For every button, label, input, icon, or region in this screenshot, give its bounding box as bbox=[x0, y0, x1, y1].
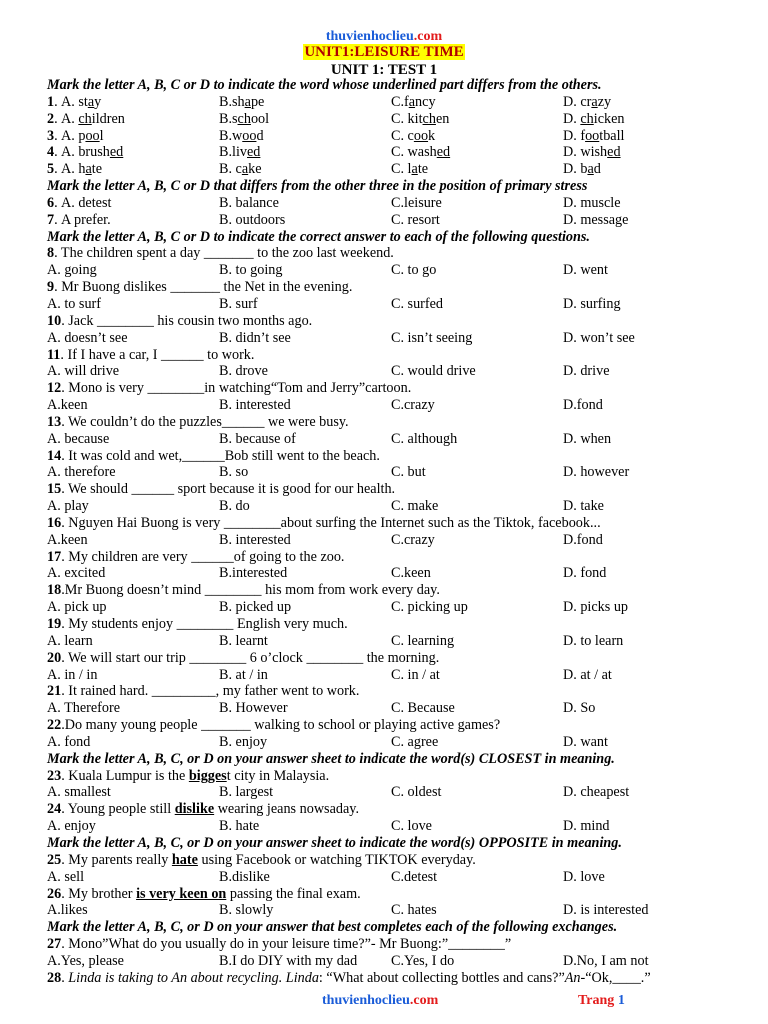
underlined-word: bigges bbox=[188, 767, 227, 784]
question-number: 5. bbox=[47, 161, 58, 178]
answer-option: A. therefore bbox=[47, 464, 116, 481]
site-domain: .com bbox=[413, 29, 443, 44]
answer-option: D. take bbox=[563, 498, 604, 515]
answer-option: D.fond bbox=[563, 531, 603, 548]
answer-option: D.No, I am not bbox=[563, 952, 649, 969]
answer-option: A. Therefore bbox=[47, 700, 121, 717]
answer-option: B.I do DIY with my dad bbox=[219, 952, 358, 969]
answer-option: A. because bbox=[47, 430, 110, 447]
question: 9. Mr Buong dislikes _______ the Net in the evening. bbox=[47, 279, 353, 296]
instruction: Mark the letter A, B, C or D to indicate the word whose underlined part differs from the others. bbox=[47, 77, 602, 93]
question-number: 26 bbox=[47, 885, 62, 902]
question: 25. My parents really hate using Facebook or watching TIKTOK everyday. bbox=[47, 851, 476, 868]
answer-option: C. late bbox=[391, 161, 429, 178]
question-number: 17 bbox=[47, 548, 62, 565]
answer-option: C. picking up bbox=[391, 599, 468, 616]
answer-option: A. hate bbox=[61, 161, 102, 178]
page-num: 1 bbox=[617, 993, 625, 1008]
options-row bbox=[47, 464, 727, 481]
answer-option: C. although bbox=[391, 430, 458, 447]
question: 14. It was cold and wet,______Bob still went to the beach. bbox=[47, 447, 380, 464]
question-number: 8 bbox=[47, 245, 55, 262]
underlined-letters: a bbox=[587, 161, 594, 178]
answer-option: A. pool bbox=[61, 127, 104, 144]
instruction: Mark the letter A, B, C, or D on your answer sheet to indicate the word(s) CLOSEST in meaning. bbox=[47, 750, 615, 767]
question: 20. We will start our trip ________ 6 o’clock ________ the morning. bbox=[47, 649, 440, 666]
answer-option: B. because of bbox=[219, 430, 296, 447]
answer-option: A. doesn’t see bbox=[47, 329, 128, 346]
options-row bbox=[47, 818, 727, 835]
footer-site-name: thuvienhoclieu bbox=[322, 993, 410, 1008]
underlined-word: is very keen on bbox=[136, 885, 227, 902]
options-row bbox=[47, 565, 727, 582]
answer-option: C.leisure bbox=[391, 194, 442, 211]
underlined-letters: a bbox=[85, 161, 92, 178]
answer-option: B. cake bbox=[219, 161, 262, 178]
answer-option: A.keen bbox=[47, 531, 88, 548]
question-number: 12 bbox=[47, 380, 62, 397]
question-number: 6. bbox=[47, 194, 58, 211]
answer-option: C. isn’t seeing bbox=[391, 329, 473, 346]
question: 24. Young people still dislike wearing jeans nowsaday. bbox=[47, 801, 359, 818]
answer-option: A. pick up bbox=[47, 599, 107, 616]
answer-option: D. message bbox=[563, 211, 629, 228]
question: 27. Mono”What do you usually do in your leisure time?”- Mr Buong:”________” bbox=[47, 936, 512, 953]
question-number: 24 bbox=[47, 801, 62, 818]
answer-option: C. agree bbox=[391, 733, 439, 750]
answer-option: B. largest bbox=[219, 784, 274, 801]
answer-option: D. muscle bbox=[563, 194, 621, 211]
unit-title bbox=[0, 44, 768, 61]
answer-option: B. didn’t see bbox=[219, 329, 291, 346]
answer-option: D. mind bbox=[563, 818, 610, 835]
instruction: Mark the letter A, B, C, or D on your answer sheet to indicate the word(s) OPPOSITE in meaning. bbox=[47, 834, 622, 851]
question-number: 18 bbox=[47, 582, 62, 599]
answer-option: B.wood bbox=[219, 127, 264, 144]
underlined-letters: ch bbox=[422, 110, 436, 127]
options-row bbox=[47, 262, 727, 279]
answer-option: B. interested bbox=[219, 531, 291, 548]
answer-option: B. drove bbox=[219, 363, 268, 380]
answer-option: A. play bbox=[47, 498, 89, 515]
page-number bbox=[578, 993, 625, 1009]
answer-option: B. to going bbox=[219, 262, 283, 279]
options-row bbox=[47, 498, 727, 515]
question: 15. We should ______ sport because it is good for our health. bbox=[47, 481, 396, 498]
answer-option: C. Because bbox=[391, 700, 455, 717]
underlined-letters: a bbox=[244, 93, 251, 110]
options-row bbox=[47, 195, 727, 212]
question-number: 27 bbox=[47, 936, 62, 953]
answer-option: A.Yes, please bbox=[47, 952, 124, 969]
answer-option: B.dislike bbox=[219, 868, 270, 885]
answer-option: D. to learn bbox=[563, 632, 624, 649]
options-row bbox=[47, 128, 727, 145]
answer-option: D. however bbox=[563, 464, 630, 481]
answer-option: A. learn bbox=[47, 632, 93, 649]
answer-option: D. love bbox=[563, 868, 605, 885]
answer-option: A. going bbox=[47, 262, 97, 279]
answer-option: D. So bbox=[563, 700, 596, 717]
answer-option: A. to surf bbox=[47, 295, 101, 312]
instruction: Mark the letter A, B, C, or D on your answer that best completes each of the following exchanges. bbox=[47, 919, 618, 936]
question-number-text: 2 bbox=[47, 110, 55, 127]
answer-option: C.Yes, I do bbox=[391, 952, 455, 969]
answer-option: C. learning bbox=[391, 632, 455, 649]
question: 10. Jack ________ his cousin two months ago. bbox=[47, 312, 313, 329]
answer-option: B. outdoors bbox=[219, 211, 286, 228]
test-title: UNIT 1: TEST 1 bbox=[330, 62, 438, 78]
instruction: Mark the letter A, B, C or D to indicate the correct answer to each of the following questions. bbox=[47, 228, 590, 245]
answer-option: A. stay bbox=[61, 93, 102, 110]
question: 11. If I have a car, I ______ to work. bbox=[47, 346, 255, 363]
question: 19. My students enjoy ________ English very much. bbox=[47, 616, 348, 632]
answer-option: D. wished bbox=[563, 144, 621, 161]
answer-option: D. fond bbox=[563, 565, 607, 582]
question: 8. The children spent a day _______ to the zoo last weekend. bbox=[47, 245, 394, 262]
options-row bbox=[47, 397, 727, 414]
answer-option: D. picks up bbox=[563, 599, 629, 616]
answer-option: D. went bbox=[563, 262, 608, 279]
answer-option: A. excited bbox=[47, 565, 106, 582]
question-number: 11 bbox=[47, 346, 61, 363]
question: 13. We couldn’t do the puzzles______ we were busy. bbox=[47, 413, 349, 430]
answer-option: B. However bbox=[219, 700, 288, 717]
answer-option: B. hate bbox=[219, 818, 260, 835]
answer-option: B. balance bbox=[219, 194, 279, 211]
question-number: 1. bbox=[47, 93, 58, 110]
underlined-letters: ed bbox=[109, 144, 124, 161]
question: 26. My brother is very keen on passing the final exam. bbox=[47, 885, 361, 902]
underlined-word: dislike bbox=[174, 801, 215, 818]
question-number: 28 bbox=[47, 969, 62, 986]
answer-option: A. children bbox=[61, 110, 125, 127]
underlined-letters: ch bbox=[237, 110, 251, 127]
answer-option: C. would drive bbox=[391, 363, 476, 380]
question: 22.Do many young people _______ walking to school or playing active games? bbox=[47, 717, 501, 734]
answer-option: B. picked up bbox=[219, 599, 292, 616]
answer-option: D. when bbox=[563, 430, 612, 447]
answer-option: D. won’t see bbox=[563, 329, 635, 346]
situation-text: Linda is taking to An about recycling. Linda bbox=[68, 969, 319, 986]
answer-option: A. fond bbox=[47, 733, 91, 750]
answer-option: B. learnt bbox=[219, 632, 268, 649]
options-row bbox=[47, 212, 727, 229]
options-row bbox=[47, 330, 727, 347]
question-number-text: 7 bbox=[47, 211, 55, 228]
underlined-letters: a bbox=[411, 161, 418, 178]
site-header bbox=[0, 29, 768, 45]
answer-option: C.crazy bbox=[391, 397, 435, 414]
underlined-letters: oo bbox=[242, 127, 257, 144]
instruction: Mark the letter A, B, C or D that differs from the other three in the position of primary stress bbox=[47, 178, 588, 195]
unit-title-text: UNIT1:LEISURE TIME bbox=[304, 44, 464, 60]
underlined-letters: a bbox=[408, 93, 416, 110]
page-label: Trang bbox=[578, 993, 618, 1008]
underlined-letters: ch bbox=[580, 110, 594, 127]
question-number: 7. bbox=[47, 211, 58, 228]
answer-option: C. in / at bbox=[391, 666, 440, 683]
answer-option: D. crazy bbox=[563, 93, 612, 110]
question-number: 9 bbox=[47, 279, 55, 296]
page-footer bbox=[0, 993, 768, 1011]
answer-option: C. resort bbox=[391, 211, 440, 228]
question-number: 22 bbox=[47, 717, 62, 734]
question-number: 15 bbox=[47, 481, 62, 498]
underlined-letters: oo bbox=[413, 127, 429, 144]
options-row bbox=[47, 111, 727, 128]
answer-option: B.school bbox=[219, 110, 270, 127]
options-row bbox=[47, 734, 727, 751]
underlined-letters: ch bbox=[78, 110, 92, 127]
options-row bbox=[47, 902, 727, 919]
question: 21. It rained hard. _________, my father went to work. bbox=[47, 683, 360, 700]
answer-option: B. interested bbox=[219, 397, 291, 414]
question-number-text: 3 bbox=[47, 127, 55, 144]
answer-option: B.shape bbox=[219, 93, 265, 110]
question-number-text: 1 bbox=[47, 93, 55, 110]
question: 12. Mono is very ________in watching“Tom and Jerry”cartoon. bbox=[47, 380, 412, 397]
answer-option: B. at / in bbox=[219, 666, 268, 683]
underlined-letters: a bbox=[241, 161, 249, 178]
answer-option: C. make bbox=[391, 498, 439, 515]
answer-option: C.keen bbox=[391, 565, 431, 582]
answer-option: A.keen bbox=[47, 397, 88, 414]
options-row bbox=[47, 869, 727, 886]
answer-option: A. will drive bbox=[47, 363, 120, 380]
answer-option: C.fancy bbox=[391, 93, 436, 110]
answer-option: C. surfed bbox=[391, 295, 444, 312]
question-number: 13 bbox=[47, 413, 62, 430]
answer-option: B. do bbox=[219, 498, 250, 515]
options-row bbox=[47, 599, 727, 616]
question-number: 10 bbox=[47, 312, 62, 329]
options-row bbox=[47, 161, 727, 178]
answer-option: C. but bbox=[391, 464, 426, 481]
site-name: thuvienhoclieu bbox=[325, 29, 414, 44]
answer-option: D. want bbox=[563, 733, 608, 750]
underlined-letters: oo bbox=[585, 127, 600, 144]
answer-option: A. brushed bbox=[61, 144, 124, 161]
answer-option: D. chicken bbox=[563, 110, 625, 127]
question-number: 16 bbox=[47, 514, 62, 531]
answer-option: C.crazy bbox=[391, 531, 435, 548]
question: 18.Mr Buong doesn’t mind ________ his mom from work every day. bbox=[47, 582, 440, 599]
options-row bbox=[47, 532, 727, 549]
answer-option: B.lived bbox=[219, 144, 261, 161]
options-row bbox=[47, 633, 727, 650]
underlined-letters: ed bbox=[436, 144, 451, 161]
answer-option: C. to go bbox=[391, 262, 437, 279]
answer-option: B. surf bbox=[219, 295, 258, 312]
answer-option: D. at / at bbox=[563, 666, 612, 683]
answer-option: D. surfing bbox=[563, 295, 621, 312]
answer-option: D. football bbox=[563, 127, 625, 144]
question-number: 23 bbox=[47, 767, 62, 784]
answer-option: C. cook bbox=[391, 127, 436, 144]
answer-option: A.likes bbox=[47, 902, 88, 919]
underlined-letters: ed bbox=[247, 144, 261, 161]
options-row bbox=[47, 700, 727, 717]
question-number: 3. bbox=[47, 127, 58, 144]
question-number: 2. bbox=[47, 110, 58, 127]
question-number-text: 4 bbox=[47, 144, 55, 161]
question-number-text: 5 bbox=[47, 161, 55, 178]
options-row bbox=[47, 784, 727, 801]
underlined-letters: ed bbox=[607, 144, 621, 161]
question: 17. My children are very ______of going to the zoo. bbox=[47, 548, 345, 565]
answer-option: D. is interested bbox=[563, 902, 649, 919]
options-row bbox=[47, 296, 727, 313]
question: 28. Linda is taking to An about recycling. Linda: “What about collecting bottles and cans?”An-“Ok,____.” bbox=[47, 969, 651, 986]
underlined-letters: a bbox=[591, 93, 598, 110]
answer-option: C.detest bbox=[391, 868, 438, 885]
answer-option: D. cheapest bbox=[563, 784, 630, 801]
answer-option: A. detest bbox=[61, 194, 112, 211]
question-number: 4. bbox=[47, 144, 58, 161]
answer-option: C. washed bbox=[391, 144, 451, 161]
question-number: 25 bbox=[47, 851, 62, 868]
question-number: 14 bbox=[47, 447, 62, 464]
answer-option: A prefer. bbox=[61, 211, 111, 228]
underlined-letters: oo bbox=[85, 127, 100, 144]
options-row bbox=[47, 144, 727, 161]
answer-option: A. in / in bbox=[47, 666, 98, 683]
answer-option: B. slowly bbox=[219, 902, 274, 919]
answer-option: A. sell bbox=[47, 868, 85, 885]
answer-option: A. enjoy bbox=[47, 818, 96, 835]
underlined-letters: a bbox=[87, 93, 95, 110]
options-row bbox=[47, 431, 727, 448]
answer-option: C. oldest bbox=[391, 784, 442, 801]
answer-option: D.fond bbox=[563, 397, 603, 414]
question-number: 19 bbox=[47, 616, 62, 632]
question-number: 20 bbox=[47, 649, 62, 666]
answer-option: B. so bbox=[219, 464, 249, 481]
answer-option: C. hates bbox=[391, 902, 437, 919]
answer-option: D. bad bbox=[563, 161, 601, 178]
speaker-name: An bbox=[564, 969, 581, 986]
options-row bbox=[47, 667, 727, 684]
options-row bbox=[47, 363, 727, 380]
options-row bbox=[47, 94, 727, 111]
answer-option: D. drive bbox=[563, 363, 610, 380]
underlined-word: hate bbox=[171, 851, 198, 868]
question-number-text: 6 bbox=[47, 194, 55, 211]
footer-site-domain: .com bbox=[409, 993, 439, 1008]
question-number: 21 bbox=[47, 683, 62, 700]
answer-option: C. kitchen bbox=[391, 110, 450, 127]
options-row bbox=[47, 953, 727, 970]
question: 23. Kuala Lumpur is the biggest city in Malaysia. bbox=[47, 767, 330, 784]
answer-option: B.interested bbox=[219, 565, 288, 582]
footer-site bbox=[322, 993, 438, 1009]
question: 16. Nguyen Hai Buong is very ________about surfing the Internet such as the Tiktok, facebook... bbox=[47, 514, 601, 531]
test-content bbox=[47, 77, 727, 987]
answer-option: A. smallest bbox=[47, 784, 111, 801]
answer-option: B. enjoy bbox=[219, 733, 268, 750]
answer-option: C. love bbox=[391, 818, 432, 835]
